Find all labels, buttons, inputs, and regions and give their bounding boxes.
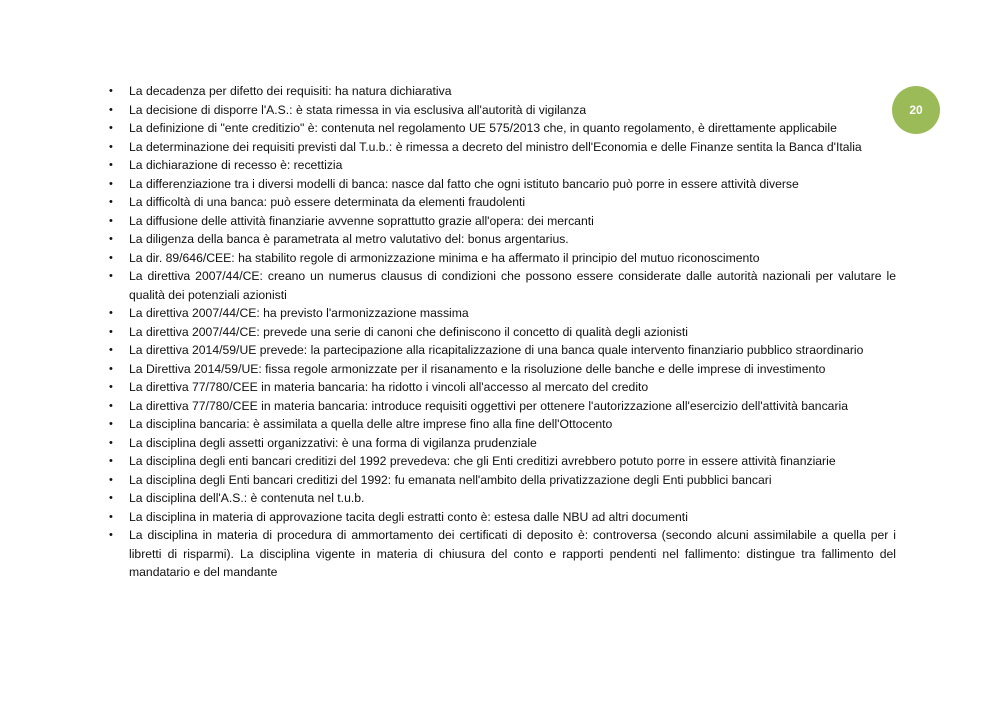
list-item bbox=[108, 212, 896, 231]
list-item-text: La direttiva 2007/44/CE: prevede una serie di canoni che definiscono il concetto di qualità degli azionisti bbox=[129, 324, 688, 339]
list-item-text: La direttiva 2014/59/UE prevede: la partecipazione alla ricapitalizzazione di una banca quale intervento finanziario pubblico straordinario bbox=[129, 343, 864, 357]
list-item bbox=[108, 378, 896, 397]
list-item bbox=[108, 341, 896, 360]
bullet-icon: • bbox=[109, 214, 113, 227]
list-item bbox=[108, 508, 896, 527]
list-item-text: La disciplina bancaria: è assimilata a quella delle altre imprese fino alla fine dell'Ottocento bbox=[129, 417, 613, 431]
list-item bbox=[108, 434, 896, 453]
list-item bbox=[108, 471, 896, 490]
bullet-icon: • bbox=[109, 270, 113, 282]
list-item bbox=[108, 230, 896, 249]
list-item bbox=[108, 101, 896, 120]
bullet-icon: • bbox=[109, 529, 113, 541]
bullet-icon: • bbox=[109, 159, 113, 171]
list-item-text: La definizione di "ente creditizio" è: contenuta nel regolamento UE 575/2013 che, in quanto regolamento, è direttamente applicabile bbox=[129, 121, 837, 135]
list-item-text: La direttiva 2007/44/CE: creano un numerus clausus di condizioni che possono essere considerate dalle autorità nazionali per valutare le qualità dei potenziali azionisti bbox=[129, 269, 896, 302]
bullet-icon: • bbox=[109, 325, 113, 338]
list-item bbox=[108, 304, 896, 323]
bullet-icon: • bbox=[109, 344, 113, 356]
list-item bbox=[108, 360, 896, 379]
bullet-icon: • bbox=[109, 381, 113, 393]
list-item-text: La Direttiva 2014/59/UE: fissa regole armonizzate per il risanamento e la risoluzione delle banche e delle imprese di investimento bbox=[129, 361, 826, 376]
list-item-text: La decisione di disporre l'A.S.: è stata rimessa in via esclusiva all'autorità di vigilanza bbox=[129, 102, 587, 117]
list-item-text: La dir. 89/646/CEE: ha stabilito regole di armonizzazione minima e ha affermato il principio del mutuo riconoscimento bbox=[129, 250, 760, 265]
bullet-icon: • bbox=[109, 196, 113, 208]
list-item-text: La disciplina degli assetti organizzativi: è una forma di vigilanza prudenziale bbox=[129, 435, 537, 450]
list-item bbox=[108, 175, 896, 194]
list-item bbox=[108, 526, 896, 582]
list-item bbox=[108, 415, 896, 434]
bullet-icon: • bbox=[109, 492, 113, 504]
bullet-icon: • bbox=[109, 362, 113, 375]
bullet-icon: • bbox=[109, 399, 113, 412]
bullet-list bbox=[108, 82, 896, 582]
bullet-icon: • bbox=[109, 510, 113, 523]
list-item-text: La disciplina dell'A.S.: è contenuta nel t.u.b. bbox=[129, 491, 365, 505]
list-item-text: La diffusione delle attività finanziarie avvenne soprattutto grazie all'opera: dei mercanti bbox=[129, 213, 594, 228]
list-item-text: La differenziazione tra i diversi modelli di banca: nasce dal fatto che ogni istituto bancario può porre in essere attività diverse bbox=[129, 176, 799, 191]
list-item-text: La disciplina in materia di procedura di ammortamento dei certificati di deposito è: controversa (secondo alcuni assimilabile a quella per i libretti di risparmi). La disciplina vigente in materia di chiusura del conto e rapporti pendenti nel fallimento: distingue tra fallimento del mandatario e del mandante bbox=[129, 528, 896, 579]
bullet-icon: • bbox=[109, 418, 113, 430]
list-item-text: La disciplina degli enti bancari creditizi del 1992 prevedeva: che gli Enti creditizi avrebbero potuto porre in essere attività finanziarie bbox=[129, 454, 836, 468]
list-item bbox=[108, 452, 896, 471]
list-item-text: La decadenza per difetto dei requisiti: ha natura dichiarativa bbox=[129, 84, 452, 98]
list-item bbox=[108, 82, 896, 101]
bullet-icon: • bbox=[109, 177, 113, 190]
bullet-icon: • bbox=[109, 473, 113, 486]
list-item bbox=[108, 119, 896, 138]
list-item-text: La dichiarazione di recesso è: recettizia bbox=[129, 158, 343, 172]
list-item bbox=[108, 193, 896, 212]
page-number-badge bbox=[892, 86, 940, 134]
list-item bbox=[108, 323, 896, 342]
list-item-text: La determinazione dei requisiti previsti dal T.u.b.: è rimessa a decreto del ministro dell'Economia e delle Finanze sentita la Banca d'Italia bbox=[129, 139, 862, 154]
list-item bbox=[108, 489, 896, 508]
list-item bbox=[108, 156, 896, 175]
bullet-icon: • bbox=[109, 455, 113, 467]
bullet-icon: • bbox=[109, 140, 113, 153]
list-item-text: La direttiva 77/780/CEE in materia bancaria: introduce requisiti oggettivi per ottenere l'autorizzazione all'esercizio dell'attività bancaria bbox=[129, 398, 848, 413]
bullet-icon: • bbox=[109, 436, 113, 449]
list-item-text: La disciplina in materia di approvazione tacita degli estratti conto è: estesa dalle NBU ad altri documenti bbox=[129, 509, 688, 524]
list-item-text: La direttiva 77/780/CEE in materia bancaria: ha ridotto i vincoli all'accesso al mercato del credito bbox=[129, 380, 649, 394]
list-item-text: La direttiva 2007/44/CE: ha previsto l'armonizzazione massima bbox=[129, 306, 469, 320]
list-item bbox=[108, 138, 896, 157]
list-item bbox=[108, 397, 896, 416]
bullet-icon: • bbox=[109, 122, 113, 134]
page-number: 20 bbox=[909, 103, 923, 117]
list-item bbox=[108, 249, 896, 268]
bullet-icon: • bbox=[109, 251, 113, 264]
list-item bbox=[108, 267, 896, 304]
bullet-icon: • bbox=[109, 233, 113, 245]
bullet-icon: • bbox=[109, 103, 113, 116]
list-item-text: La difficoltà di una banca: può essere determinata da elementi fraudolenti bbox=[129, 195, 526, 209]
bullet-icon: • bbox=[109, 307, 113, 319]
list-item-text: La disciplina degli Enti bancari creditizi del 1992: fu emanata nell'ambito della privatizzazione degli Enti pubblici bancari bbox=[129, 472, 772, 487]
list-item-text: La diligenza della banca è parametrata al metro valutativo del: bonus argentarius. bbox=[129, 232, 569, 246]
bullet-icon: • bbox=[109, 85, 113, 97]
